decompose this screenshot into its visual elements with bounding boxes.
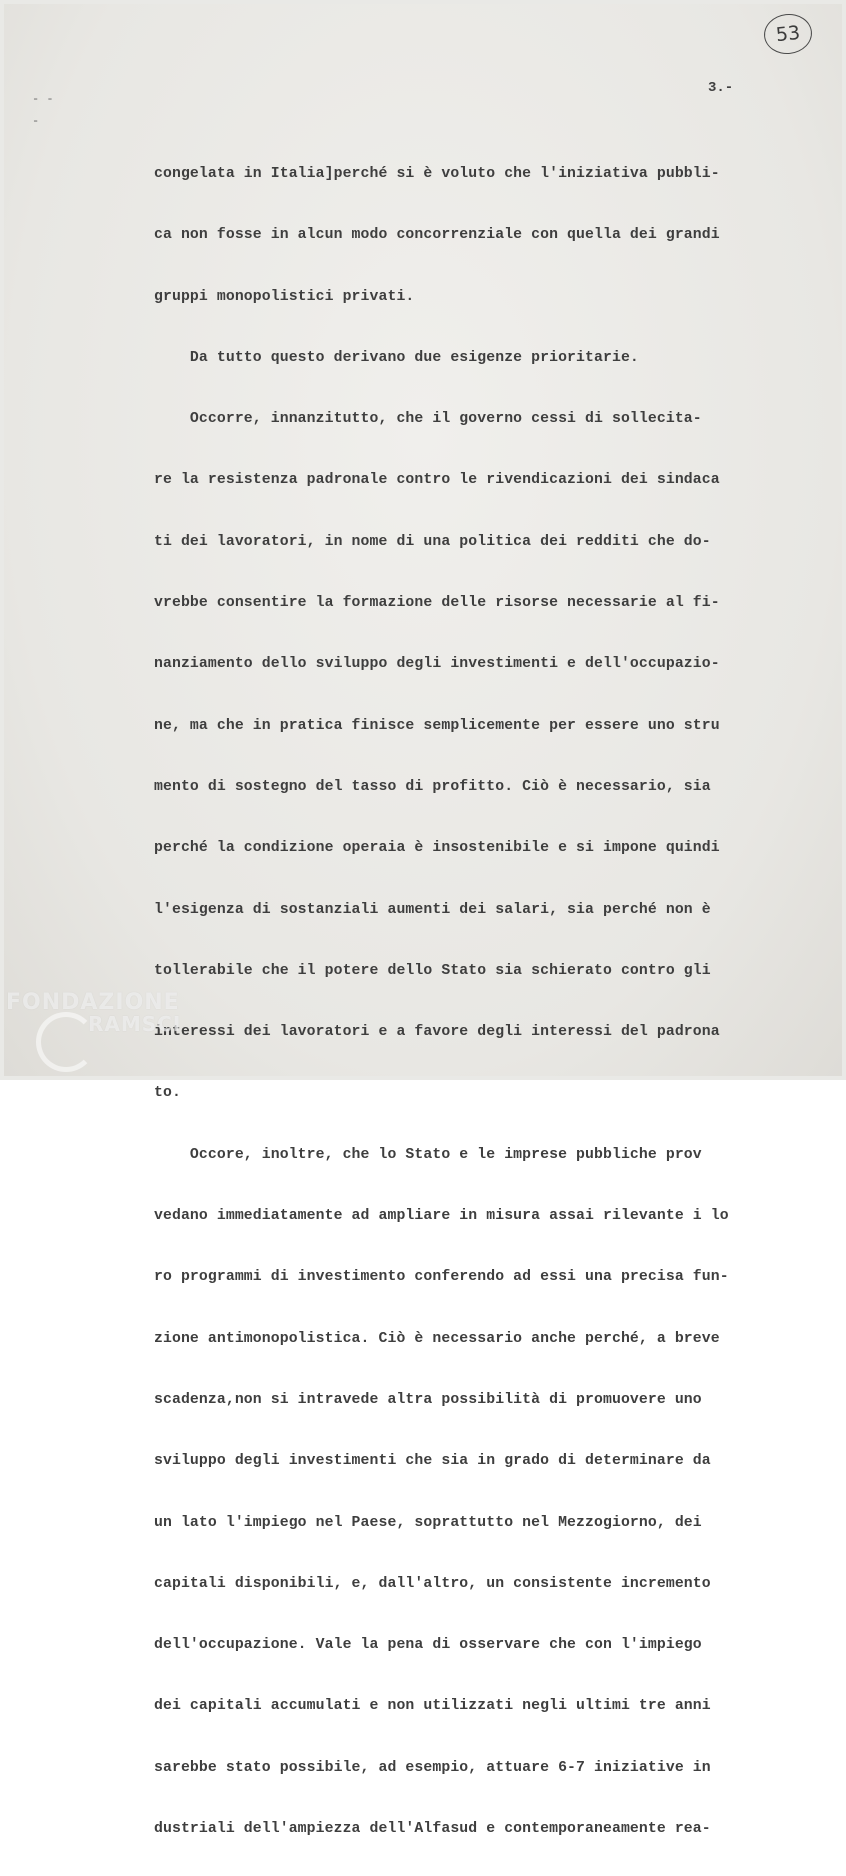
text-line: ti dei lavoratori, in nome di una politica dei redditi che do- bbox=[154, 533, 711, 550]
text-line: dustriali dell'ampiezza dell'Alfasud e contemporaneamente rea- bbox=[154, 1821, 711, 1838]
text-line: sviluppo degli investimenti che sia in grado di determinare da bbox=[154, 1453, 711, 1470]
text-line: interessi dei lavoratori e a favore degli interessi del padrona bbox=[154, 1024, 720, 1041]
text-line: nanziamento dello sviluppo degli investimenti e dell'occupazio- bbox=[154, 656, 720, 673]
archive-page-stamp: 53 bbox=[762, 12, 814, 57]
fondazione-gramsci-watermark bbox=[6, 990, 216, 1074]
text-line: ca non fosse in alcun modo concorrenziale con quella dei grandi bbox=[154, 227, 720, 244]
text-line: congelata in Italia]perché si è voluto che l'iniziativa pubbli- bbox=[154, 166, 720, 182]
text-line: Occore, inoltre, che lo Stato e le imprese pubbliche prov bbox=[154, 1146, 702, 1163]
text-line: un lato l'impiego nel Paese, soprattutto nel Mezzogiorno, dei bbox=[154, 1514, 702, 1531]
text-line: re la resistenza padronale contro le rivendicazioni dei sindaca bbox=[154, 472, 720, 489]
margin-mark: - - bbox=[32, 92, 54, 106]
watermark-g-logo-icon bbox=[36, 1012, 96, 1072]
text-line: Da tutto questo derivano due esigenze prioritarie. bbox=[154, 349, 639, 366]
margin-marks bbox=[32, 88, 54, 132]
text-line: perché la condizione operaia è insostenibile e si impone quindi bbox=[154, 840, 720, 857]
text-line: l'esigenza di sostanziali aumenti dei salari, sia perché non è bbox=[154, 901, 711, 918]
typed-text-body bbox=[154, 128, 794, 1876]
margin-mark: - bbox=[32, 114, 40, 128]
text-line: vrebbe consentire la formazione delle risorse necessarie al fi- bbox=[154, 595, 720, 612]
text-line: mento di sostegno del tasso di profitto. Ciò è necessario, sia bbox=[154, 778, 711, 795]
text-line: ne, ma che in pratica finisce semplicemente per essere uno stru bbox=[154, 717, 720, 734]
text-line: vedano immediatamente ad ampliare in misura assai rilevante i lo bbox=[154, 1208, 729, 1225]
text-line: zione antimonopolistica. Ciò è necessario anche perché, a breve bbox=[154, 1330, 720, 1347]
text-line: gruppi monopolistici privati. bbox=[154, 288, 415, 305]
text-line: dell'occupazione. Vale la pena di osservare che con l'impiego bbox=[154, 1637, 702, 1654]
page-number: 3.- bbox=[708, 80, 734, 96]
text-line: Occorre, innanzitutto, che il governo cessi di sollecita- bbox=[154, 411, 702, 428]
text-line: capitali disponibili, e, dall'altro, un consistente incremento bbox=[154, 1575, 711, 1592]
text-line: tollerabile che il potere dello Stato sia schierato contro gli bbox=[154, 962, 711, 979]
text-line: to. bbox=[154, 1085, 181, 1102]
watermark-text-top: FONDAZIONE bbox=[6, 990, 180, 1015]
text-line: scadenza,non si intravede altra possibilità di promuovere uno bbox=[154, 1391, 702, 1408]
text-line: dei capitali accumulati e non utilizzati negli ultimi tre anni bbox=[154, 1698, 711, 1715]
text-line: ro programmi di investimento conferendo ad essi una precisa fun- bbox=[154, 1269, 729, 1286]
watermark-text-bottom: RAMSCI bbox=[88, 1012, 182, 1036]
text-line: sarebbe stato possibile, ad esempio, attuare 6-7 iniziative in bbox=[154, 1759, 711, 1776]
